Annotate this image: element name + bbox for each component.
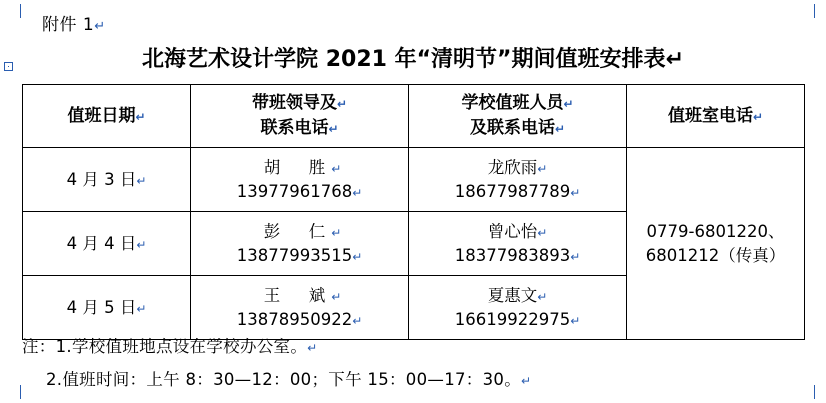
paragraph-mark-icon: ↵ <box>336 97 348 112</box>
cell-staff-name <box>411 156 624 180</box>
cell-leader-phone <box>193 180 406 204</box>
paragraph-mark-icon: ↵ <box>331 289 342 304</box>
left-margin-guide-top <box>20 4 21 18</box>
cell-leader-phone-text: 13977961768 <box>236 181 353 201</box>
note-line-2 <box>46 366 531 390</box>
header-staff-line2-text: 及联系电话 <box>469 118 555 138</box>
cell-leader-name <box>193 284 406 308</box>
cell-staff-phone <box>411 244 624 268</box>
cell-staff <box>409 212 627 276</box>
header-date-text: 值班日期 <box>67 105 136 126</box>
paragraph-mark-icon: ↵ <box>554 122 566 136</box>
paragraph-mark-icon: ↵ <box>570 249 581 264</box>
cell-date <box>23 148 191 212</box>
cell-date-text: 4 月 5 日 <box>66 297 137 317</box>
cell-leader-phone <box>193 308 406 332</box>
paragraph-mark-icon: ↵ <box>570 313 581 328</box>
cell-staff-name-text: 龙欣雨 <box>487 157 538 177</box>
table-row <box>23 148 805 212</box>
duty-schedule-table <box>22 84 805 340</box>
cell-leader-name <box>193 156 406 180</box>
cell-leader-phone-text: 13878950922 <box>236 309 353 329</box>
paragraph-mark-icon: ↵ <box>136 301 147 316</box>
left-margin-guide-bottom <box>20 385 21 399</box>
paragraph-mark-icon: ↵ <box>537 161 548 176</box>
cell-staff-phone-text: 18377983893 <box>454 245 571 265</box>
header-leader-line1 <box>193 91 406 116</box>
right-margin-guide-bottom <box>814 385 815 399</box>
paragraph-mark-icon: ↵ <box>665 47 684 72</box>
paragraph-mark-icon: ↵ <box>752 109 764 124</box>
cell-staff-name-text: 曾心怡 <box>487 221 538 241</box>
header-staff-line2 <box>411 116 624 141</box>
cell-leader <box>191 212 409 276</box>
duty-room-phone-line2-text: 6801212（传真） <box>645 245 786 265</box>
cell-leader-name-text: 胡 胜 <box>263 157 332 177</box>
paragraph-mark-icon: ↵ <box>331 225 342 240</box>
header-staff-line1-text: 学校值班人员 <box>461 93 564 114</box>
table-header-row <box>23 85 805 148</box>
note-line-2-text: 2.值班时间：上午 8：30—12：00；下午 15：00—17：30。 <box>46 370 521 389</box>
note-line-1 <box>22 333 317 357</box>
cell-leader-name-text: 彭 仁 <box>263 221 332 241</box>
attachment-label <box>42 10 106 35</box>
paragraph-mark-icon: ↵ <box>537 225 548 240</box>
paragraph-mark-icon: ↵ <box>352 185 363 200</box>
header-duty-room-phone-text: 值班室电话 <box>667 105 753 126</box>
duty-room-phone-line2 <box>629 244 802 268</box>
duty-room-phone-line1-text: 0779-6801220、 <box>646 221 785 241</box>
header-leader-line1-text: 带班领导及 <box>251 93 337 114</box>
paragraph-mark-icon: ↵ <box>307 341 318 355</box>
cell-staff <box>409 148 627 212</box>
cell-date <box>23 276 191 340</box>
paragraph-mark-icon: ↵ <box>563 97 574 112</box>
cell-staff-name <box>411 284 624 308</box>
cell-date <box>23 212 191 276</box>
header-cell-duty-room-phone <box>627 85 805 148</box>
header-cell-leader <box>191 85 409 148</box>
paragraph-mark-icon: ↵ <box>135 109 146 124</box>
header-cell-staff <box>409 85 627 148</box>
paragraph-mark-icon: ↵ <box>328 122 339 136</box>
paragraph-mark-icon: ↵ <box>136 237 147 252</box>
cell-date-text: 4 月 3 日 <box>66 169 137 189</box>
paragraph-mark-icon: ↵ <box>352 249 363 264</box>
attachment-label-text: 附件 1 <box>42 15 95 35</box>
page-title <box>0 42 826 73</box>
header-leader-line2-text: 联系电话 <box>260 118 329 138</box>
cell-staff-phone-text: 16619922975 <box>454 309 571 329</box>
cell-leader <box>191 276 409 340</box>
paragraph-mark-icon: ↵ <box>94 19 106 34</box>
cell-leader-name-text: 王 斌 <box>263 285 332 305</box>
header-cell-date <box>23 85 191 148</box>
paragraph-mark-icon: ↵ <box>537 289 548 304</box>
cell-date-text: 4 月 4 日 <box>66 233 137 253</box>
header-leader-line2 <box>193 116 406 141</box>
page-title-text: 北海艺术设计学院 2021 年“清明节”期间值班安排表 <box>142 47 666 72</box>
cell-staff-name <box>411 220 624 244</box>
cell-duty-room-phone <box>627 148 805 340</box>
cell-staff-phone <box>411 180 624 204</box>
cell-leader <box>191 148 409 212</box>
paragraph-mark-icon: ↵ <box>352 313 363 328</box>
header-staff-line1 <box>411 91 624 116</box>
cell-staff-phone <box>411 308 624 332</box>
duty-room-phone-line1 <box>629 220 802 244</box>
right-margin-guide-top <box>814 4 815 18</box>
paragraph-mark-icon: ↵ <box>331 161 342 176</box>
paragraph-mark-icon: ↵ <box>570 185 581 200</box>
cell-staff-name-text: 夏惠文 <box>487 285 538 305</box>
paragraph-mark-icon: ↵ <box>521 374 532 388</box>
cell-staff-phone-text: 18677987789 <box>454 181 571 201</box>
cell-staff <box>409 276 627 340</box>
cell-leader-phone-text: 13877993515 <box>236 245 353 265</box>
note-line-1-text: 注：1.学校值班地点设在学校办公室。 <box>22 337 308 356</box>
paragraph-mark-icon: ↵ <box>136 173 147 188</box>
cell-leader-name <box>193 220 406 244</box>
cell-leader-phone <box>193 244 406 268</box>
